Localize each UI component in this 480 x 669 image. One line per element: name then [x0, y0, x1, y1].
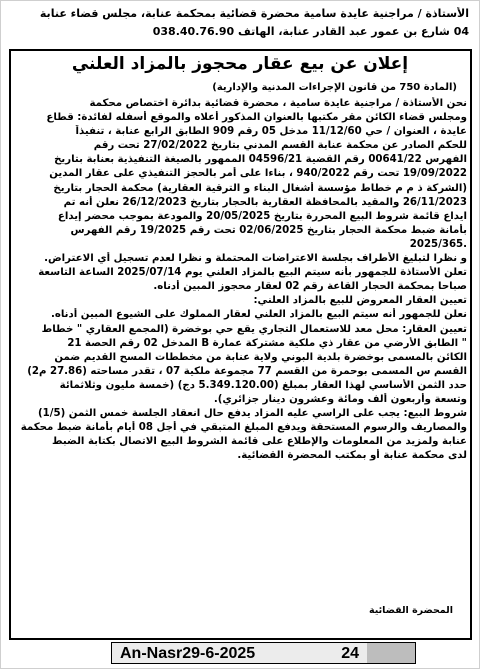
body-line: لدى محكمة عنابة أو بمكتب المحضرة القضائية. — [237, 450, 467, 462]
newspaper-date: An-Nasr29-6-2025 — [120, 645, 256, 662]
newspaper-footer — [111, 642, 416, 664]
body-line: (الشركة ذ م م خطاط مؤسسة أشغال البناء و الترقية العقارية) محكمة الحجار بتاريخ — [53, 182, 467, 194]
body-line: ايداع قائمة شروط البيع المحررة بتاريخ 20/05/2025 والمودعة بموجب محضر إيداع — [57, 210, 467, 222]
body-line: تعلن الأستاذة للجمهور بأنه سيتم البيع بالمزاد العلني يوم 2025/07/14 الساعة التاسعة — [38, 267, 467, 279]
page-number: 24 — [341, 645, 359, 662]
body-line: والمصاريف والرسوم المستحقة ويدفع المبلغ المتبقي في أجل 08 أيام بأمانة ضبط محكمة — [20, 422, 467, 434]
bailiff-header-line-2: 04 شارع بن عمور عبد القادر عنابة، الهاتف 038.40.76.90 — [152, 25, 469, 38]
body-line: للحكم الصادر عن محكمة عنابة القسم المدني بتاريخ 27/02/2022 تحت رقم — [93, 140, 467, 152]
body-line: وتسعة وأربعون ألف ومائة وعشرون دينار جزائري). — [213, 393, 467, 405]
body-line: الفهرس 00641/22 رقم القضية 04596/21 الممهور بالصيغة التنفيذية بعنابة بتاريخ — [54, 154, 467, 166]
notice-body — [17, 97, 467, 463]
body-line: صباحا بمحكمة الحجار القاعة رقم 02 لعقار محجوز المبين أدناه. — [153, 281, 467, 293]
bailiff-header-line-1: الأستاذة / مراجنية عايدة سامية محضرة قضائية بمحكمة عنابة، مجلس قضاء عنابة — [39, 7, 469, 20]
body-line: عنابة ولمزيد من المعلومات والإطلاع على قائمة الشروط البيع الاتصال بكتابة الضبط — [51, 436, 467, 448]
signature-label: المحضرة القضائية — [368, 605, 453, 616]
notice-title: إعلان عن بيع عقار محجوز بالمزاد العلني — [71, 54, 409, 74]
footer-bar — [367, 643, 415, 663]
body-line: تعيين العقار المعروض للبيع بالمزاد العلني: — [253, 295, 467, 307]
body-line: 26/11/2023 والمقيد بالمحافظة العقارية بالحجار بتاريخ 26/12/2023 نعلن أنه تم — [63, 196, 467, 208]
body-line: ومجلس قضاء الكائن مقر مكتبها بالعنوان المذكور أعلاه والموقع أسفله لفائدة: قطاع — [46, 112, 467, 124]
body-line: حدد الثمن الأساسي لهذا العقار بمبلغ (5.349.120.00 دج) (خمسة مليون وثلاثمائة — [59, 379, 467, 391]
body-line: عايدة ، العنوان / حي 11/12/60 مدخل 05 رقم 909 الطابق الرابع عنابة ، تنفيذاً — [75, 126, 467, 138]
body-line: 19/09/2022 تحت رقم 940/2022 ، بناءا على أمر بالحجز التنفيذي على عقار المدين — [49, 168, 467, 180]
body-line: بأمانة ضبط محكمة الحجار بتاريخ 02/06/2025 تحت رقم 19/2025 رقم الفهرس — [70, 224, 467, 236]
body-line: نعلن للجمهور أنه سيتم البيع بالمزاد العلني لعقار المملوك على الشيوع المبين أدناه. — [50, 309, 467, 321]
body-line: تعيين العقار: محل معد للاستعمال التجاري يقع حي بوخضرة (المجمع العقاري " خطاط — [41, 323, 467, 335]
body-line: الكائن بالمسمى بوخضرة بلدية البوني ولاية عنابة من مخططات المسح القديم ضمن — [54, 351, 467, 363]
body-line: و نظرا لتبليغ الأطراف بجلسة الاعتراضات المحتملة و نظرا لعدم تسجيل أي الاعتراض. — [44, 253, 467, 265]
body-line: القسم س المسمى بوحمرة من القسم 77 مجموعة ملكية 07 ، تقدر مساحته (27.86 م2) — [27, 365, 467, 377]
notice-subtitle: (المادة 750 من قانون الإجراءات المدنية والإدارية) — [212, 82, 457, 93]
body-line: شروط البيع: يجب على الراسي عليه المزاد يدفع حال انعقاد الجلسة خمس الثمن (1/5) — [38, 408, 467, 420]
body-line: 2025/365. — [409, 238, 467, 250]
body-line: " الطابق الأرضي من عقار ذي ملكية مشتركة عمارة B المدخل 02 رقم الحصة 21 — [67, 337, 467, 349]
body-line: نحن الأستاذة / مراجنية عايدة سامية ، محضرة قضائية بدائرة اختصاص محكمة — [89, 98, 467, 109]
